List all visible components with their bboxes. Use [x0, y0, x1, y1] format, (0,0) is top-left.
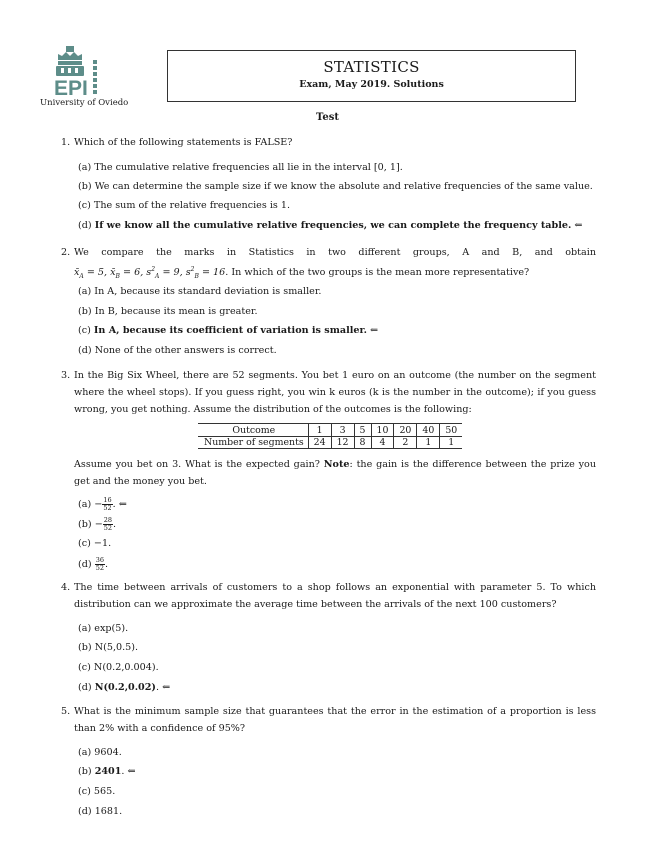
- table-row: Outcome 1 3 5 10 20 40 50: [198, 424, 462, 437]
- q5-option-c: (c) 565.: [78, 786, 116, 797]
- question-3-followup: Assume you bet on 3. What is the expected gain? Note: the gain is the difference between the prize you get and the money you bet.: [74, 459, 597, 487]
- q3-option-b: (b) − $\frac{28}{52}$ .: [78, 516, 117, 532]
- correct-marker-icon: ⇐: [370, 325, 379, 336]
- correct-answer: 2401: [94, 766, 122, 777]
- university-name: University of Oviedo: [40, 98, 129, 108]
- correct-answer: In A, because its coefficient of variation is smaller.: [93, 325, 367, 336]
- question-stem: In the Big Six Wheel, there are 52 segments. You bet 1 euro on an outcome (the number on the segment where the wheel stops). If you guess right, you win k euros (k is the number in the outcome); if you guess wrong, you get nothing. Assume the distribution of the outcomes is the following:: [74, 370, 596, 415]
- question-stem: The time between arrivals of customers to a shop follows an exponential with parameter 5. To which distribution can we approximate the average time between the arrivals of the next 100 customers?: [74, 582, 596, 610]
- question-stem: Which of the following statements is FALSE?: [74, 137, 293, 148]
- correct-marker-icon: ⇐: [118, 499, 127, 510]
- outcome-table: [198, 423, 462, 449]
- math-statistics: $x̄_A = 5$, $x̄_B = 6$, $s^2_A = 9$, $s^2_B = 16$.: [74, 266, 229, 281]
- answer-value: $\frac{36}{52}$ .: [95, 556, 109, 572]
- table-row-label: Number of segments: [204, 437, 304, 448]
- correct-answer: If we know all the cumulative relative frequencies, we can complete the frequency table.: [94, 220, 572, 231]
- logo-text: EPI: [54, 77, 88, 100]
- table-row-label: Outcome: [198, 424, 308, 437]
- question-3: 3. In the Big Six Wheel, there are 52 segments. You bet 1 euro on an outcome (the number on the segment where the wheel stops). If you guess right, you win k euros (k is the number in the outcome); if you guess wrong, you get nothing. Assume the distribution of the outcomes is the following:: [61, 367, 596, 418]
- title-box: [167, 50, 576, 102]
- question-2: 2. We compare the marks in Statistics in two different groups, A and B, and obtain $x̄_A = 5$, $x̄_B = 6$, $s^2_A = 9$, $s^2_B = 16$. In which of the two groups is the mean more representative?: [61, 244, 596, 285]
- q5-option-a: (a) 9604.: [78, 747, 122, 758]
- question-stem: We compare the marks in Statistics in two different groups, A and B, and obtain $x̄_A = 5$, $x̄_B = 6$, $s^2_A = 9$, $s^2_B = 16$. In which of the two groups is the mean more representative?: [74, 247, 596, 281]
- table-row: Number of segments 24 12 8 4 2 1 1: [198, 437, 462, 449]
- q3-option-a: (a) − $\frac{16}{52}$ . ⇐: [78, 496, 127, 512]
- q1-option-d: (d) If we know all the cumulative relative frequencies, we can complete the frequency table. ⇐: [78, 220, 583, 231]
- q4-option-d: (d) N(0.2,0.02). ⇐: [78, 682, 171, 693]
- question-5: 5. What is the minimum sample size that guarantees that the error in the estimation of a proportion is less than 2% with a confidence of 95%?: [61, 703, 596, 737]
- q2-option-b: (b) In B, because its mean is greater.: [78, 306, 258, 317]
- question-4: 4. The time between arrivals of customers to a shop follows an exponential with parameter 5. To which distribution can we approximate the average time between the arrivals of the next 100 customers?: [61, 579, 596, 613]
- q4-option-a: (a) exp(5).: [78, 623, 129, 634]
- correct-marker-icon: ⇐: [127, 766, 136, 777]
- q4-option-b: (b) N(5,0.5).: [78, 642, 139, 653]
- q3-option-d: (d) $\frac{36}{52}$ .: [78, 556, 109, 572]
- q1-option-c: (c) The sum of the relative frequencies is 1.: [78, 200, 291, 211]
- answer-value: − $\frac{28}{52}$ .: [94, 516, 117, 532]
- q5-option-b: (b) 2401. ⇐: [78, 766, 136, 777]
- q5-option-d: (d) 1681.: [78, 806, 123, 817]
- q3-option-c: (c) −1.: [78, 538, 112, 549]
- note-label: Note: [323, 459, 350, 470]
- exam-title: STATISTICS: [323, 58, 420, 76]
- correct-marker-icon: ⇐: [162, 682, 171, 693]
- q4-option-c: (c) N(0.2,0.004).: [78, 662, 159, 673]
- correct-answer: N(0.2,0.02): [94, 682, 156, 693]
- correct-marker-icon: ⇐: [574, 220, 583, 231]
- exam-subtitle: Exam, May 2019. Solutions: [299, 79, 444, 90]
- q2-option-d: (d) None of the other answers is correct.: [78, 345, 277, 356]
- question-stem: What is the minimum sample size that guarantees that the error in the estimation of a proportion is less than 2% with a confidence of 95%?: [74, 706, 596, 734]
- answer-value: − $\frac{16}{52}$ .: [94, 496, 116, 512]
- section-heading: Test: [316, 112, 339, 123]
- q2-option-a: (a) In A, because its standard deviation is smaller.: [78, 286, 322, 297]
- question-1: 1. Which of the following statements is FALSE?: [61, 134, 596, 151]
- q1-option-b: (b) We can determine the sample size if we know the absolute and relative frequencies of the same value.: [78, 181, 593, 192]
- q1-option-a: (a) The cumulative relative frequencies all lie in the interval [0, 1].: [78, 162, 403, 173]
- q2-option-c: (c) In A, because its coefficient of variation is smaller. ⇐: [78, 325, 379, 336]
